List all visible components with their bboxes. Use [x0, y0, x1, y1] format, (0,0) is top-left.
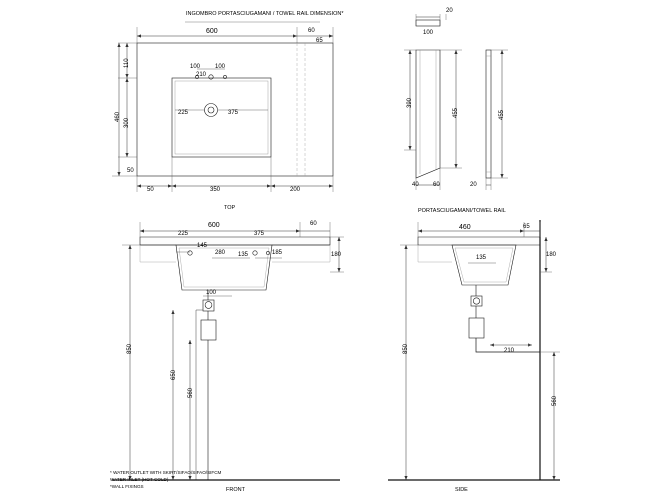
- dim-side-135: 135: [476, 255, 487, 261]
- dim-front-850: 850: [127, 343, 133, 354]
- dim-top-350: 350: [210, 187, 221, 193]
- dim-top-210: 210: [196, 72, 207, 78]
- dim-rail-20-top: 20: [446, 8, 453, 14]
- dim-top-460: 460: [115, 111, 121, 122]
- note-water-inlet: WATER INLET (HOT-COLD): [110, 477, 169, 482]
- dim-front-375: 375: [254, 231, 265, 237]
- note-water-outlet: * WATER OUTLET WITH SKIRT/SIFAO/SIFAO/SIFCM: [110, 470, 222, 475]
- dim-top-100-a: 100: [190, 64, 201, 70]
- dim-rail-390: 390: [407, 97, 413, 108]
- note-wall-fixings: *WALL FIXINGS: [110, 484, 144, 489]
- dim-rail-455-a: 455: [453, 107, 459, 118]
- dim-top-50-bottom: 50: [127, 168, 134, 174]
- dim-top-200: 200: [290, 187, 301, 193]
- dim-front-185: 185: [272, 250, 283, 256]
- view-label-side: SIDE: [455, 487, 468, 493]
- dim-top-65: 65: [316, 38, 323, 44]
- dim-top-600: 600: [206, 28, 218, 35]
- dim-rail-20-bottom: 20: [470, 182, 477, 188]
- dim-front-180: 180: [331, 252, 342, 258]
- dim-side-210: 210: [504, 348, 515, 354]
- dim-front-145: 145: [197, 243, 208, 249]
- dim-front-560: 560: [188, 387, 194, 398]
- dim-front-600: 600: [208, 222, 220, 229]
- title-towel-rail-top: INGOMBRO PORTASCIUGAMANI / TOWEL RAIL DIMENSION*: [186, 11, 344, 17]
- dim-rail-100: 100: [423, 30, 434, 36]
- dim-top-110: 110: [124, 58, 130, 68]
- title-towel-rail-side: PORTASCIUGAMANI/TOWEL RAIL: [418, 208, 506, 214]
- dim-front-280: 280: [215, 250, 226, 256]
- dim-rail-455-b: 455: [499, 109, 505, 120]
- dim-top-100-b: 100: [215, 64, 226, 70]
- dim-front-100: 100: [206, 290, 217, 296]
- dim-top-375: 375: [228, 110, 239, 116]
- dim-top-60: 60: [308, 28, 315, 34]
- dim-top-300: 300: [124, 117, 130, 128]
- dim-side-460: 460: [459, 224, 471, 231]
- dim-front-650: 650: [171, 369, 177, 380]
- dim-side-850: 850: [403, 343, 409, 354]
- dim-rail-60: 60: [433, 182, 440, 188]
- dim-side-560: 560: [552, 395, 558, 406]
- dim-rail-40: 40: [412, 182, 419, 188]
- dim-top-225: 225: [178, 110, 189, 116]
- dim-front-135: 135: [238, 252, 249, 258]
- dim-side-65: 65: [523, 224, 530, 230]
- dim-front-60: 60: [310, 221, 317, 227]
- dim-top-50-left: 50: [147, 187, 154, 193]
- dim-side-180: 180: [546, 252, 557, 258]
- view-label-front: FRONT: [226, 487, 245, 493]
- dim-front-225: 225: [178, 231, 189, 237]
- view-label-top: TOP: [224, 205, 236, 211]
